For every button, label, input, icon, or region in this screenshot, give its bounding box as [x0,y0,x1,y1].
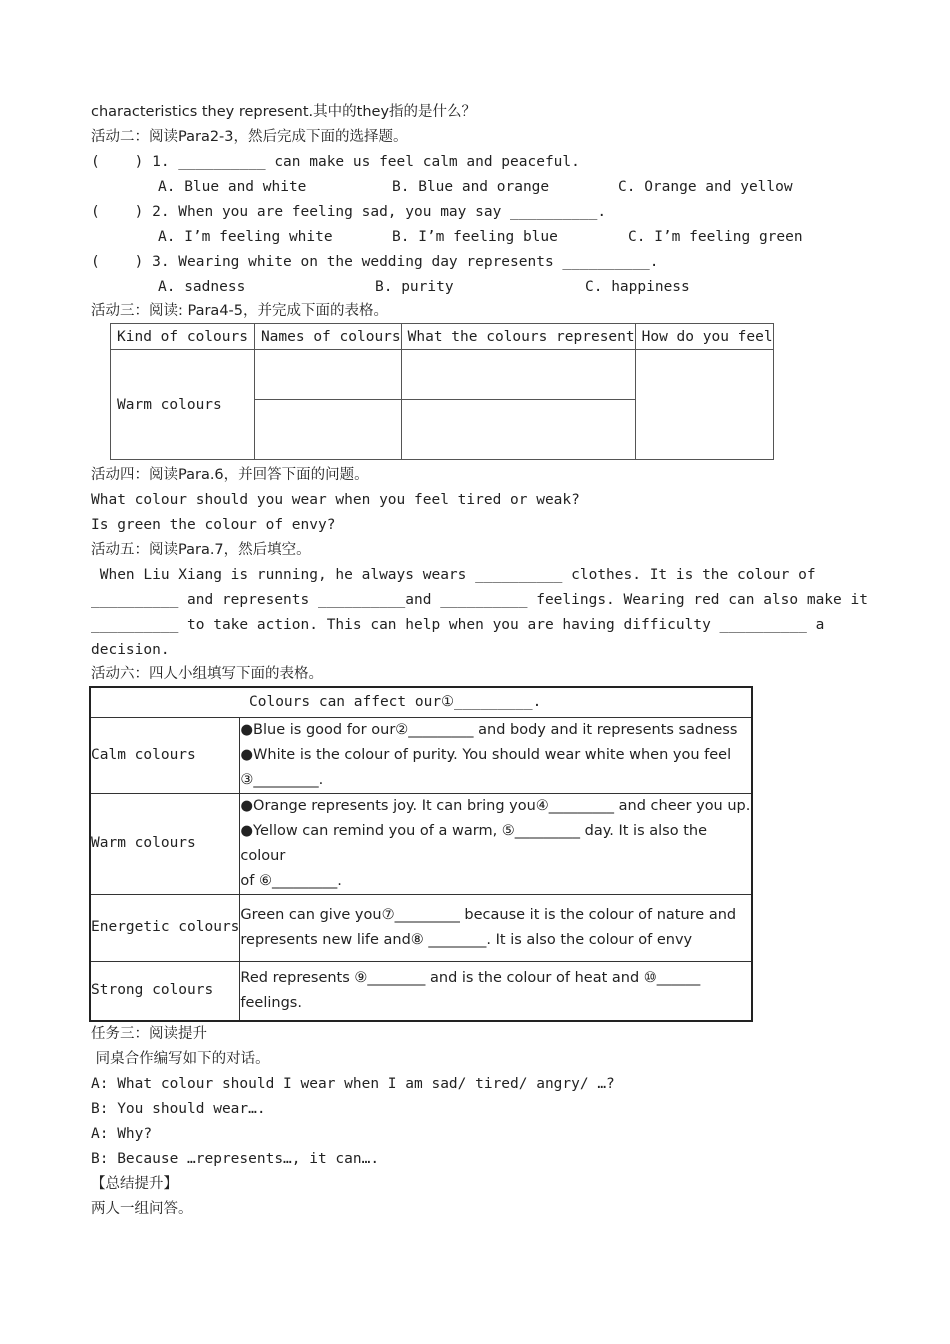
summary-heading: 【总结提升】 [91,1176,178,1192]
question-3-option-b: B. purity [375,279,454,295]
warm-line-1: ●Orange represents joy. It can bring you④_________ and cheer you up. [240,797,751,814]
activity5-line-3: __________ to take action. This can help when you are having difficulty __________ a [91,617,825,633]
activity6-heading: 活动六：四人小组填写下面的表格。 [91,666,323,682]
question-1-stem: ( ) 1. __________ can make us feel calm and peaceful. [91,154,580,170]
activity5-heading: 活动五：阅读Para.7，然后填空。 [91,542,311,558]
summary-instruction: 两人一组问答。 [91,1201,193,1217]
question-2-stem: ( ) 2. When you are feeling sad, you may say __________. [91,204,607,220]
table-title: Colours can affect our①_________. [90,687,752,717]
row-label-energetic-colours: Energetic colours [90,894,240,961]
header-how-do-you-feel: How do you feel [635,324,773,350]
activity4-question-1: What colour should you wear when you feel tired or weak? [91,492,580,508]
warm-colours-content [240,793,752,894]
row-label-calm-colours: Calm colours [90,717,240,793]
question-1-option-b: B. Blue and orange [392,179,550,195]
question-2-option-b: B. I’m feeling blue [392,229,558,245]
calm-line-2: ●White is the colour of purity. You should wear white when you feel [240,746,732,763]
dialogue-line-1: A: What colour should I wear when I am sad/ tired/ angry/ …? [91,1076,615,1092]
question-2-option-c: C. I’m feeling green [628,229,803,245]
blank-cell-names-1[interactable] [254,350,401,400]
activity4-heading: 活动四：阅读Para.6，并回答下面的问题。 [91,467,369,483]
question-3-stem: ( ) 3. Wearing white on the wedding day represents __________. [91,254,659,270]
intro-line: characteristics they represent.其中的they指的是什么？ [91,104,477,120]
activity5-line-1: When Liu Xiang is running, he always wears __________ clothes. It is the colour of [91,567,816,583]
blank-cell-represent-1[interactable] [401,350,635,400]
row-label-warm-colours-6: Warm colours [90,793,240,894]
blank-cell-names-2[interactable] [254,400,401,460]
question-3-option-c: C. happiness [585,279,690,295]
warm-line-3: colour [240,847,286,864]
energetic-line-2: represents new life and⑧ ________. It is also the colour of envy [240,931,693,948]
strong-line-2: feelings. [240,994,302,1011]
header-what-colours-represent: What the colours represent [401,324,635,350]
question-1-option-a: A. Blue and white [158,179,307,195]
task3-heading: 任务三：阅读提升 [91,1026,207,1042]
blank-cell-feel[interactable] [635,350,773,460]
dialogue-line-3: A: Why? [91,1126,153,1142]
calm-colours-content [240,717,752,793]
question-1-option-c: C. Orange and yellow [618,179,793,195]
activity5-line-2: __________ and represents __________and __________ feelings. Wearing red can also make it [91,592,868,608]
energetic-colours-content [240,894,752,961]
activity4-question-2: Is green the colour of envy? [91,517,336,533]
strong-colours-content [240,961,752,1021]
activity3-heading: 活动三：阅读: Para4-5，并完成下面的表格。 [91,303,389,319]
row-label-warm-colours: Warm colours [111,350,255,460]
dialogue-line-2: B: You should wear…. [91,1101,266,1117]
task3-instruction: 同桌合作编写如下的对话。 [91,1051,270,1067]
blank-cell-represent-2[interactable] [401,400,635,460]
header-kind-of-colours: Kind of colours [111,324,255,350]
activity2-heading: 活动二：阅读Para2-3，然后完成下面的选择题。 [91,129,408,145]
header-names-of-colours: Names of colours [254,324,401,350]
warm-colours-table [110,323,774,460]
row-label-strong-colours: Strong colours [90,961,240,1021]
dialogue-line-4: B: Because …represents…, it can…. [91,1151,380,1167]
strong-line-1: Red represents ⑨________ and is the colour of heat and ⑩______ [240,969,701,986]
calm-line-1: ●Blue is good for our②_________ and body and it represents sadness [240,721,738,738]
question-2-option-a: A. I’m feeling white [158,229,333,245]
calm-line-3: ③_________. [240,771,324,788]
energetic-line-1: Green can give you⑦_________ because it is the colour of nature and [240,906,737,923]
activity5-line-4: decision. [91,642,170,658]
colours-affect-table [89,686,753,1022]
warm-line-2: ●Yellow can remind you of a warm, ⑤_________ day. It is also the [240,822,707,839]
question-3-option-a: A. sadness [158,279,246,295]
warm-line-4: of ⑥_________. [240,872,342,889]
